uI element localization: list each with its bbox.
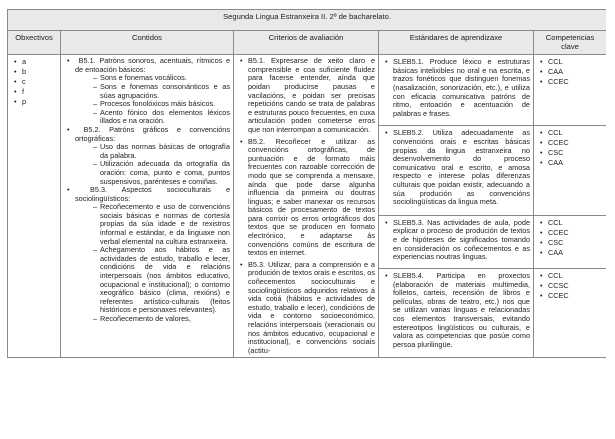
- standard-text: • SLEB5.1. Produce léxico e estruturas básicas intelixibles no oral e na escrita, e trazos fonéticos que distinguen fonemas (nasalización, sonorización, etc.), e utiliza con eficacia comunicativa patróns de ritmo, entoación e acentuación de palabras e frases.: [382, 58, 530, 118]
- objective-item: • c: [11, 77, 57, 87]
- content-block-b53: [64, 186, 230, 324]
- curriculum-table-container: [7, 9, 606, 439]
- criteria-cell: [234, 55, 379, 358]
- objective-item: • b: [11, 67, 57, 77]
- criterion-item: • B5.2. Recoñecer e utilizar as convencións ortográficas, de puntuación e de formato máis frecuentes con razoable corrección de modo que se comprenda a mensaxe, aínda que pode darse algunha influencia da primeira ou doutras linguas; e saber manexar os recursos básicos de procesamento de textos para corrixir os erros ortográficos dos textos que se producen en formato electrónico, e adaptarse ás convencións comúns de escritura de textos en internet.: [237, 138, 375, 258]
- header-competences: Competencias clave: [534, 31, 607, 55]
- criterion-item: • B5.3. Utilizar, para a comprensión e a produción de textos orais e escritos, os coñecementos socioculturais e sociolingüísticos adquiridos relativos á vida cotiá (hábitos e actividades de estudo, traballo e lecer), condicións de vida e contorno socioeconómico, relacións interpersoais (xeracionais ou nos ámbitos educativo, ocupacional e institucional), e convencións sociais (actitu-: [237, 261, 375, 356]
- header-objectives: Obxectivos: [8, 31, 61, 55]
- competences-cell: [534, 55, 607, 126]
- standard-text: • SLEB5.4. Participa en proxectos (elaboración de materiais multimedia, folletos, carteis, recensión de libros e películas, obras de teatro, etc.) nos que se utilizan varias linguas e relacionadas cos elementos transversais, evitando estereotipos lingüísticos ou culturais, e valora as competencias que posúe como persoa plurilingüe.: [382, 272, 530, 349]
- competence-item: • CCEC: [537, 77, 603, 87]
- curriculum-table: [7, 9, 606, 358]
- table-row: [8, 55, 607, 126]
- competence-item: • CCL: [537, 57, 603, 67]
- competences-cell: [534, 126, 607, 215]
- content-block-b52: [64, 126, 230, 186]
- competence-item: • CCEC: [537, 138, 603, 148]
- competence-item: • CCL: [537, 271, 603, 281]
- content-subitem: – Utilización adecuada da ortografía da oración: coma, punto e coma, puntos suspensivos, parénteses e comiñas.: [83, 160, 230, 186]
- content-subitem: – Acento fónico dos elementos léxicos illados e na oración.: [83, 109, 230, 126]
- contents-cell: [61, 55, 234, 358]
- competence-item: • CAA: [537, 67, 603, 77]
- objective-item: • p: [11, 97, 57, 107]
- content-heading: B5.3. Aspectos socioculturais e sociolingüísticos:: [75, 185, 231, 203]
- competence-item: • CCSC: [537, 281, 603, 291]
- content-subitem: – Uso das normas básicas de ortografía da palabra.: [83, 143, 230, 160]
- competence-item: • CSC: [537, 148, 603, 158]
- title-row: [8, 10, 607, 31]
- content-subitem: – Recoñecemento de valores,: [83, 315, 230, 324]
- standard-cell: [379, 126, 534, 215]
- objectives-cell: [8, 55, 61, 358]
- competence-item: • CSC: [537, 238, 603, 248]
- content-heading: B5.1. Patróns sonoros, acentuais, rítmicos e de entoación básicos:: [75, 56, 231, 74]
- competences-cell: [534, 269, 607, 358]
- competence-item: • CAA: [537, 248, 603, 258]
- content-subitem: – Recoñecemento e uso de convencións sociais básicas e normas de cortesía propias da súa idade e de rexistros informal e estándar, e da linguaxe non verbal elemental na cultura estranxeira.: [83, 203, 230, 246]
- content-subitem: – Sons e fonemas consonánticos e as súas agrupacións.: [83, 83, 230, 100]
- content-block-b51: [64, 57, 230, 126]
- objective-item: • a: [11, 57, 57, 67]
- header-row: [8, 31, 607, 55]
- header-criteria: Criterios de avaliación: [234, 31, 379, 55]
- standard-cell: [379, 215, 534, 268]
- objective-item: • f: [11, 87, 57, 97]
- competences-cell: [534, 215, 607, 268]
- standard-text: • SLEB5.3. Nas actividades de aula, pode explicar o proceso de produción de textos e de hipóteses de significados tomando en consideración os coñecementos e as experiencias noutras linguas.: [382, 219, 530, 262]
- criterion-item: • B5.1. Expresarse de xeito claro e comprensible e coa suficiente fluidez para facerse entender, aínda que poidan producirse pausas e vacilacións, e poidan ser precisas repeticións cando se trata de palabras e estruturas pouco frecuentes, en cuxa articulación poden cometerse erros que non interrompan a comunicación.: [237, 57, 375, 134]
- standard-text: • SLEB5.2. Utiliza adecuadamente as convencións orais e escritas básicas propias da lingua estranxeira no desenvolvemento do proceso comunicativo oral e escrito, e amosa respecto e interese polas diferenzas culturais que poidan existir, adecuando a súa produción as convencións sociolingüísticas da lingua meta.: [382, 129, 530, 206]
- header-contents: Contidos: [61, 31, 234, 55]
- competence-item: • CCEC: [537, 228, 603, 238]
- standard-cell: [379, 55, 534, 126]
- content-subitem: – Procesos fonolóxicos máis básicos.: [83, 100, 230, 109]
- table-title: Segunda Lingua Estranxeira II. 2º de bacharelato.: [8, 10, 607, 31]
- standard-cell: [379, 269, 534, 358]
- header-standards: Estándares de aprendizaxe: [379, 31, 534, 55]
- content-subitem: – Achegamento aos hábitos e as actividades de estudo, traballo e lecer, condicións de vida e relacións interpersoais (nos ámbitos educativo, ocupacional e institucional); o contorno xeográfico básico (clima, rexións) e referentes artístico-culturais (feitos históricos e personaxes relevantes).: [83, 246, 230, 315]
- content-subitem: – Sons e fonemas vocálicos.: [83, 74, 230, 83]
- competence-item: • CCL: [537, 128, 603, 138]
- competence-item: • CCEC: [537, 291, 603, 301]
- content-heading: B5.2. Patróns gráficos e convencións ortográficas:: [75, 124, 230, 143]
- competence-item: • CAA: [537, 158, 603, 168]
- competence-item: • CCL: [537, 218, 603, 228]
